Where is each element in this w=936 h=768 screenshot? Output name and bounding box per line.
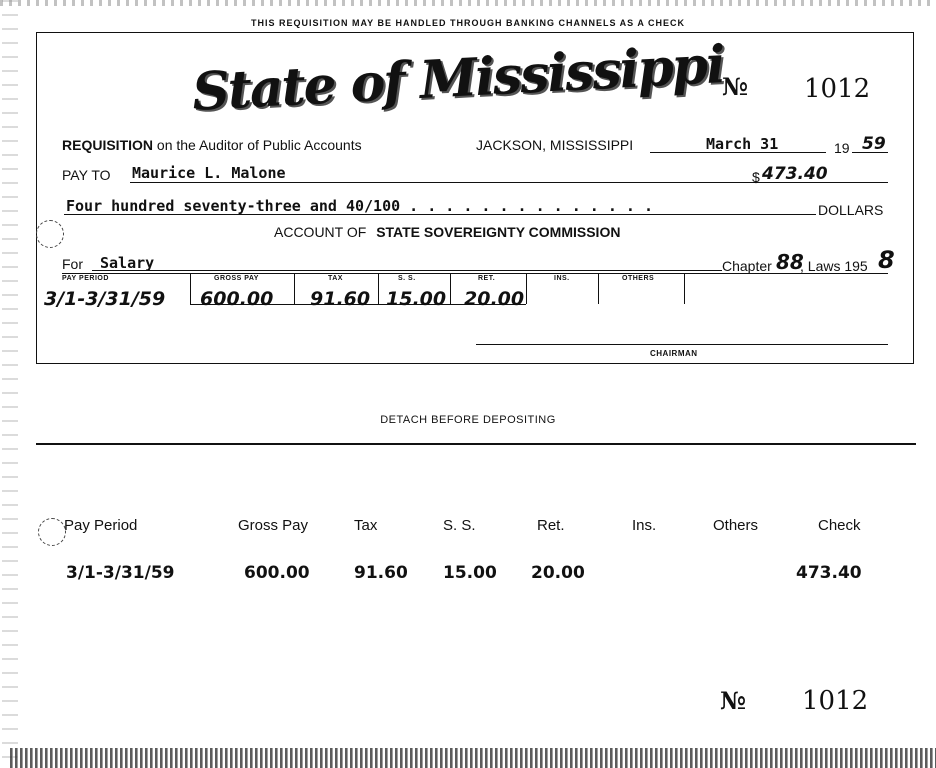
stub-ss: 15.00 <box>443 563 497 583</box>
laws-year-digit: 8 <box>878 246 895 274</box>
stub-header-gross-pay: Gross Pay <box>238 517 309 534</box>
stub-ret: 20.00 <box>531 563 585 583</box>
cell-pay-period: 3/1-3/31/59 <box>44 288 166 310</box>
words-underline <box>64 214 816 215</box>
for-underline <box>92 270 722 271</box>
col-rule <box>294 274 295 304</box>
stub-tax: 91.60 <box>354 563 408 583</box>
stub-gross-pay: 600.00 <box>244 563 310 583</box>
stub-header-ss: S. S. <box>443 517 476 534</box>
col-rule <box>378 274 379 304</box>
dollars-label: DOLLARS <box>818 202 884 218</box>
chairman-label: CHAIRMAN <box>650 349 698 358</box>
stub-header-ret: Ret. <box>537 517 565 534</box>
stub-header-ins: Ins. <box>632 517 657 534</box>
cell-gross-pay: 600.00 <box>200 288 274 310</box>
year-suffix: 59 <box>862 134 886 154</box>
state-logo: State of Mississippi <box>190 34 726 123</box>
stub-header-check: Check <box>818 517 861 534</box>
account-line <box>274 224 620 240</box>
col-rule <box>190 274 191 304</box>
col-rule <box>450 274 451 304</box>
detach-notice: DETACH BEFORE DEPOSITING <box>380 414 556 426</box>
year-prefix: 19 <box>834 140 850 156</box>
col-header-ret: RET. <box>478 275 496 282</box>
signature-line <box>476 344 888 345</box>
pay-to-label: PAY TO <box>62 167 111 183</box>
col-rule <box>526 274 527 304</box>
chapter-value: 88 <box>776 250 804 274</box>
laws-label: , Laws 195 <box>800 258 868 274</box>
number-label: № <box>722 72 749 101</box>
amount-prefix: $ <box>752 169 760 185</box>
col-rule <box>684 274 685 304</box>
requisition-rest: on the Auditor of Public Accounts <box>156 137 362 153</box>
punch-hole <box>36 220 64 248</box>
requisition-line <box>62 137 362 153</box>
cell-ret: 20.00 <box>464 288 525 310</box>
banner-text: THIS REQUISITION MAY BE HANDLED THROUGH BANKING CHANNELS AS A CHECK <box>250 18 686 28</box>
stub-pay-period: 3/1-3/31/59 <box>66 563 175 583</box>
amount-in-words: Four hundred seventy-three and 40/100 . . . . . . . . . . . . . . <box>66 197 653 215</box>
cell-ss: 15.00 <box>386 288 447 310</box>
account-label: ACCOUNT OF <box>274 224 367 240</box>
stub-check: 473.40 <box>796 563 862 583</box>
stub-number-label: № <box>720 686 747 715</box>
col-header-ss: S. S. <box>398 275 416 282</box>
stub-number: 1012 <box>802 686 869 716</box>
check-number: 1012 <box>804 74 871 104</box>
account-name: STATE SOVEREIGNTY COMMISSION <box>376 224 621 240</box>
left-edge-marks <box>2 0 18 760</box>
table-top-rule <box>62 273 888 274</box>
col-header-ins: INS. <box>554 275 570 282</box>
punch-hole <box>38 518 66 546</box>
stub-header-others: Others <box>713 517 759 534</box>
col-header-pay-period: PAY PERIOD <box>62 275 109 282</box>
amount-value: 473.40 <box>762 164 828 184</box>
cell-tax: 91.60 <box>310 288 371 310</box>
for-label: For <box>62 256 83 272</box>
payee-name: Maurice L. Malone <box>132 164 286 182</box>
col-rule <box>598 274 599 304</box>
col-header-tax: TAX <box>328 275 343 282</box>
requisition-bold: REQUISITION <box>62 137 154 153</box>
for-value: Salary <box>100 254 155 272</box>
col-header-gross-pay: GROSS PAY <box>214 275 259 282</box>
chapter-label: Chapter <box>722 258 772 274</box>
stub-header-pay-period: Pay Period <box>64 517 138 534</box>
stub-header-tax: Tax <box>354 517 378 534</box>
top-perforation <box>0 0 936 6</box>
bottom-edge <box>10 748 936 768</box>
detach-rule <box>36 443 916 445</box>
location: JACKSON, MISSISSIPPI <box>476 137 634 153</box>
col-header-others: OTHERS <box>622 275 655 282</box>
date-month-day: March 31 <box>706 135 779 153</box>
